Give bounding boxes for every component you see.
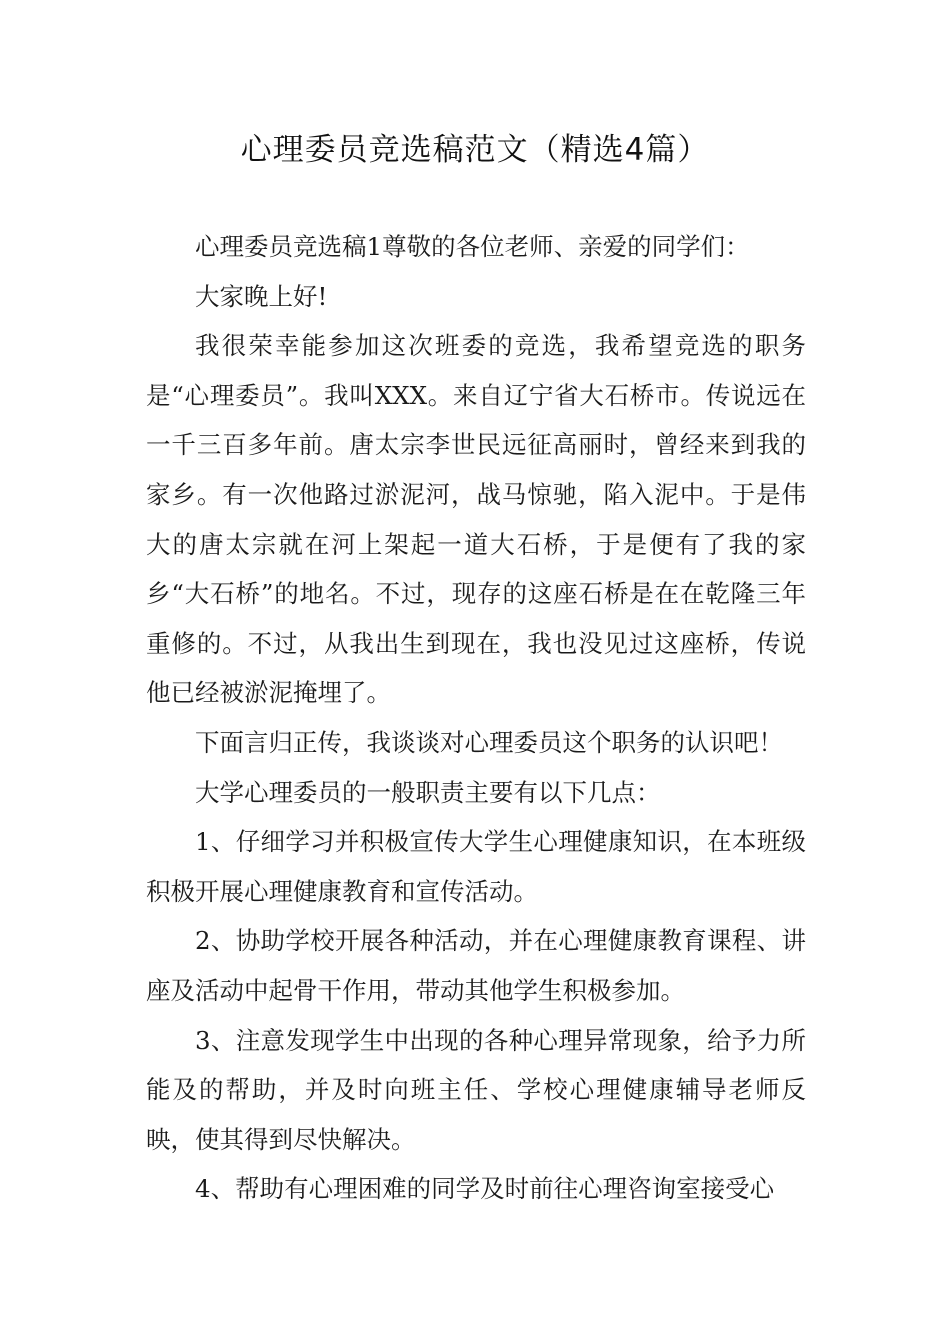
paragraph-duty-2: 2、协助学校开展各种活动，并在心理健康教育课程、讲座及活动中起骨干作用，带动其他学生积极参加。: [146, 926, 806, 1005]
document-body: [146, 222, 806, 1214]
paragraph-introduction: 我很荣幸能参加这次班委的竞选，我希望竞选的职务是“心理委员”。我叫XXX。来自辽宁省大石桥市。传说远在一千三百多年前。唐太宗李世民远征高丽时，曾经来到我的家乡。有一次他路过淤泥河，战马惊驰，陷入泥中。于是伟大的唐太宗就在河上架起一道大石桥，于是便有了我的家乡“大石桥”的地名。不过，现存的这座石桥是在在乾隆三年重修的。不过，从我出生到现在，我也没见过这座桥，传说他已经被淤泥掩埋了。: [146, 331, 806, 708]
document-title: 心理委员竞选稿范文（精选4篇）: [240, 132, 710, 168]
paragraph-duty-4: 4、帮助有心理困难的同学及时前往心理咨询室接受心: [195, 1174, 775, 1204]
paragraph-transition: 下面言归正传，我谈谈对心理委员这个职务的认识吧！: [195, 727, 783, 757]
paragraph-salutation: 心理委员竞选稿1尊敬的各位老师、亲爱的同学们：: [195, 232, 750, 261]
paragraph-greeting: 大家晚上好!: [195, 281, 328, 311]
paragraph-duty-3: 3、注意发现学生中出现的各种心理异常现象，给予力所能及的帮助，并及时向班主任、学校心理健康辅导老师反映，使其得到尽快解决。: [146, 1025, 806, 1154]
paragraph-duty-1: 1、仔细学习并积极宣传大学生心理健康知识，在本班级积极开展心理健康教育和宣传活动。: [146, 827, 806, 906]
paragraph-duties-intro: 大学心理委员的一般职责主要有以下几点：: [195, 777, 661, 807]
